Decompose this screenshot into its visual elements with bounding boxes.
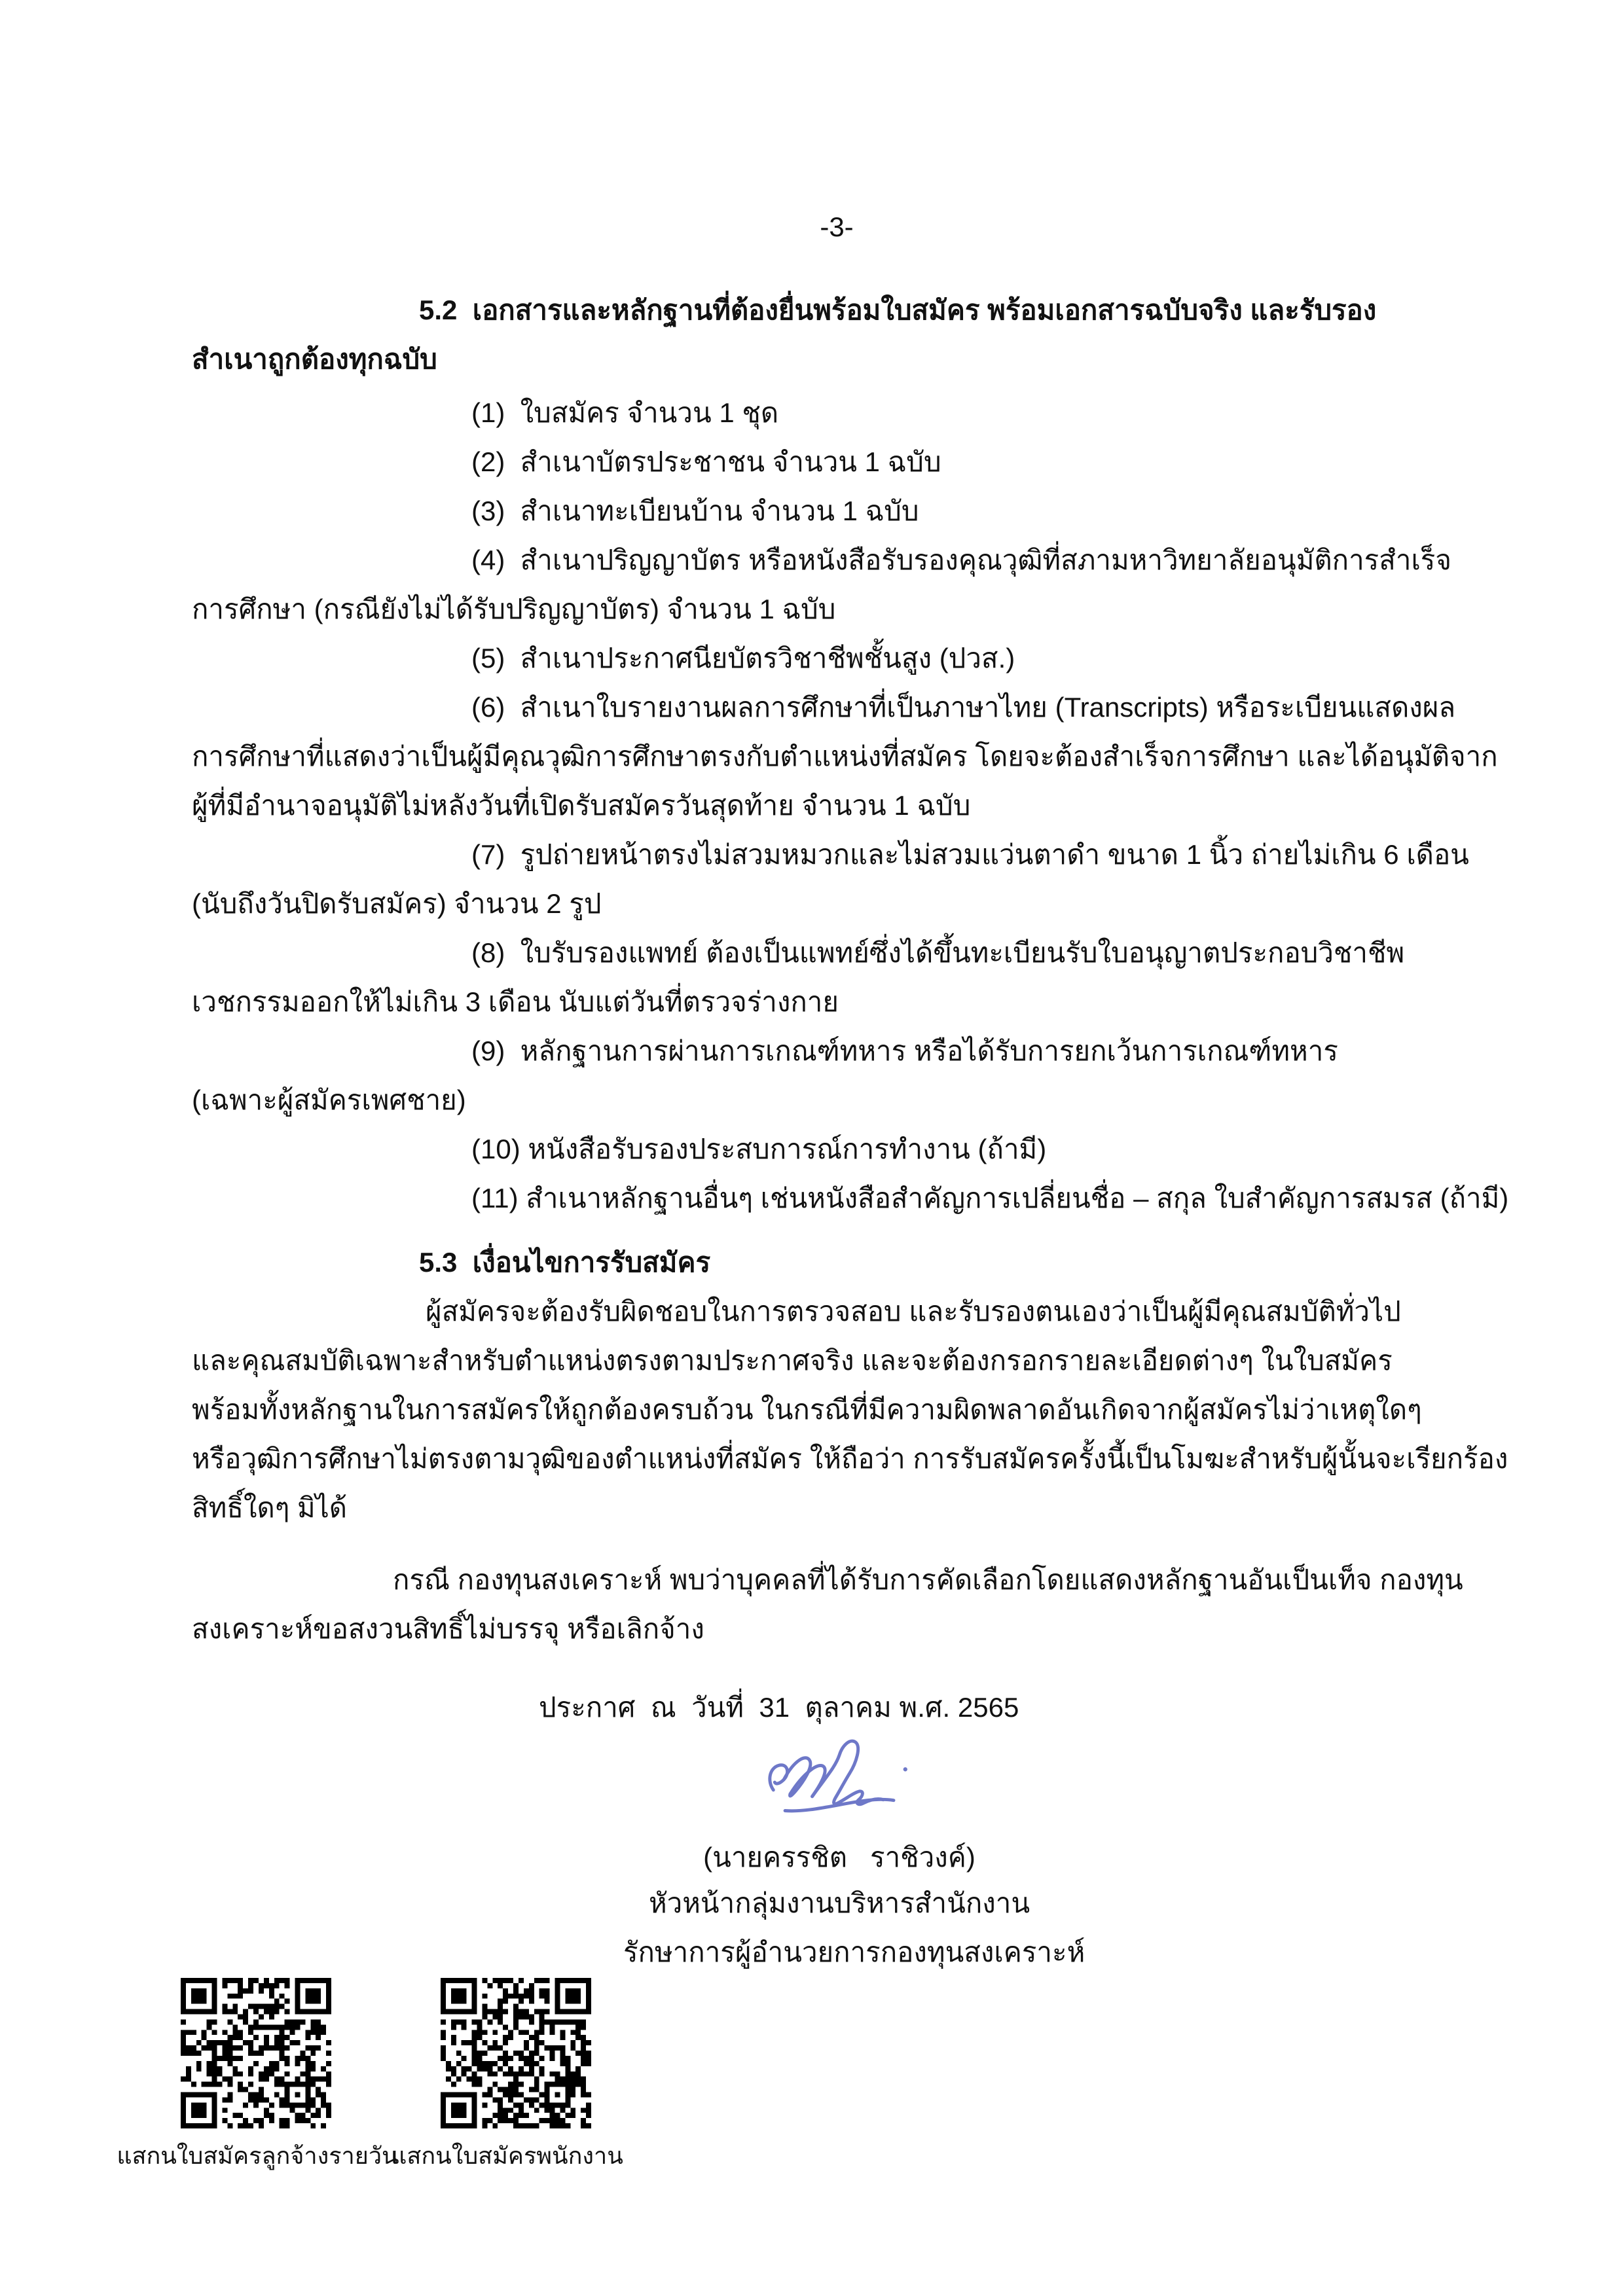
para-line-3: พร้อมทั้งหลักฐานในการสมัครให้ถูกต้องครบถ้วน ในกรณีที่มีความผิดพลาดอันเกิดจากผู้สมัครไม่ว่าเหตุใดๆ xyxy=(192,1394,1422,1425)
section-5-2-heading-cont: สำเนาถูกต้องทุกฉบับ xyxy=(192,344,437,374)
list-item-6-cont1: การศึกษาที่แสดงว่าเป็นผู้มีคุณวุฒิการศึกษาตรงกับตำแหน่งที่สมัคร โดยจะต้องสำเร็จการศึกษา และได้อนุมัติจาก xyxy=(192,741,1498,772)
list-item-2: (2) สำเนาบัตรประชาชน จำนวน 1 ฉบับ xyxy=(471,446,941,477)
section-5-2-heading: 5.2 เอกสารและหลักฐานที่ต้องยื่นพร้อมใบสมัคร พร้อมเอกสารฉบับจริง และรับรอง xyxy=(419,295,1377,325)
remark-line-2: สงเคราะห์ขอสงวนสิทธิ์ไม่บรรจุ หรือเลิกจ้าง xyxy=(192,1613,704,1644)
announcement-date: ประกาศ ณ วันที่ 31 ตุลาคม พ.ศ. 2565 xyxy=(539,1692,1019,1723)
list-item-6: (6) สำเนาใบรายงานผลการศึกษาที่เป็นภาษาไทย (Transcripts) หรือระเบียนแสดงผล xyxy=(471,692,1456,723)
para-line-1: ผู้สมัครจะต้องรับผิดชอบในการตรวจสอบ และรับรองตนเองว่าเป็นผู้มีคุณสมบัติทั่วไป xyxy=(426,1296,1401,1327)
para-line-4: หรือวุฒิการศึกษาไม่ตรงตามวุฒิของตำแหน่งที่สมัคร ให้ถือว่า การรับสมัครครั้งนี้เป็นโมฆะสำหรับผู้นั้นจะเรียกร้อง xyxy=(192,1443,1508,1474)
qr-label-daily-wage: แสกนใบสมัครลูกจ้างรายวัน xyxy=(117,2142,398,2169)
list-item-7: (7) รูปถ่ายหน้าตรงไม่สวมหมวกและไม่สวมแว่นตาดำ ขนาด 1 นิ้ว ถ่ายไม่เกิน 6 เดือน xyxy=(471,839,1469,870)
section-5-3-heading: 5.3 เงื่อนไขการรับสมัคร xyxy=(419,1247,711,1278)
list-item-3: (3) สำเนาทะเบียนบ้าน จำนวน 1 ฉบับ xyxy=(471,495,919,526)
list-item-8: (8) ใบรับรองแพทย์ ต้องเป็นแพทย์ซึ่งได้ขึ้นทะเบียนรับใบอนุญาตประกอบวิชาชีพ xyxy=(471,937,1405,968)
qr-label-staff: แสกนใบสมัครพนักงาน xyxy=(392,2142,623,2169)
signer-name: (นายครรชิต ราชิวงค์) xyxy=(703,1842,976,1873)
signer-title-1: หัวหน้ากลุ่มงานบริหารสำนักงาน xyxy=(648,1888,1030,1918)
qr-code-daily-wage-application xyxy=(181,1978,331,2128)
list-item-9: (9) หลักฐานการผ่านการเกณฑ์ทหาร หรือได้รับการยกเว้นการเกณฑ์ทหาร xyxy=(471,1035,1338,1066)
signature-ink-dot xyxy=(903,1767,907,1771)
qr-code-staff-application xyxy=(441,1978,591,2128)
list-item-4-cont: การศึกษา (กรณียังไม่ได้รับปริญญาบัตร) จำนวน 1 ฉบับ xyxy=(192,594,836,624)
list-item-1: (1) ใบสมัคร จำนวน 1 ชุด xyxy=(471,397,779,428)
para-line-5: สิทธิ์ใดๆ มิได้ xyxy=(192,1492,348,1523)
list-item-7-cont: (นับถึงวันปิดรับสมัคร) จำนวน 2 รูป xyxy=(192,888,602,919)
list-item-4: (4) สำเนาปริญญาบัตร หรือหนังสือรับรองคุณวุฒิที่สภามหาวิทยาลัยอนุมัติการสำเร็จ xyxy=(471,545,1451,575)
remark-line-1: กรณี กองทุนสงเคราะห์ พบว่าบุคคลที่ได้รับการคัดเลือกโดยแสดงหลักฐานอันเป็นเท็จ กองทุน xyxy=(393,1564,1463,1595)
list-item-10: (10) หนังสือรับรองประสบการณ์การทำงาน (ถ้ามี) xyxy=(471,1134,1047,1164)
list-item-8-cont: เวชกรรมออกให้ไม่เกิน 3 เดือน นับแต่วันที่ตรวจร่างกาย xyxy=(192,986,839,1017)
list-item-11: (11) สำเนาหลักฐานอื่นๆ เช่นหนังสือสำคัญการเปลี่ยนชื่อ – สกุล ใบสำคัญการสมรส (ถ้ามี) xyxy=(471,1183,1509,1213)
signature-ink xyxy=(759,1733,923,1837)
list-item-9-cont: (เฉพาะผู้สมัครเพศชาย) xyxy=(192,1085,466,1115)
list-item-6-cont2: ผู้ที่มีอำนาจอนุมัติไม่หลังวันที่เปิดรับสมัครวันสุดท้าย จำนวน 1 ฉบับ xyxy=(192,790,971,821)
signer-title-2: รักษาการผู้อำนวยการกองทุนสงเคราะห์ xyxy=(623,1937,1085,1967)
para-line-2: และคุณสมบัติเฉพาะสำหรับตำแหน่งตรงตามประกาศจริง และจะต้องกรอกรายละเอียดต่างๆ ในใบสมัคร xyxy=(192,1345,1393,1376)
page-number: -3- xyxy=(820,211,854,242)
list-item-5: (5) สำเนาประกาศนียบัตรวิชาชีพชั้นสูง (ปวส.) xyxy=(471,643,1015,673)
